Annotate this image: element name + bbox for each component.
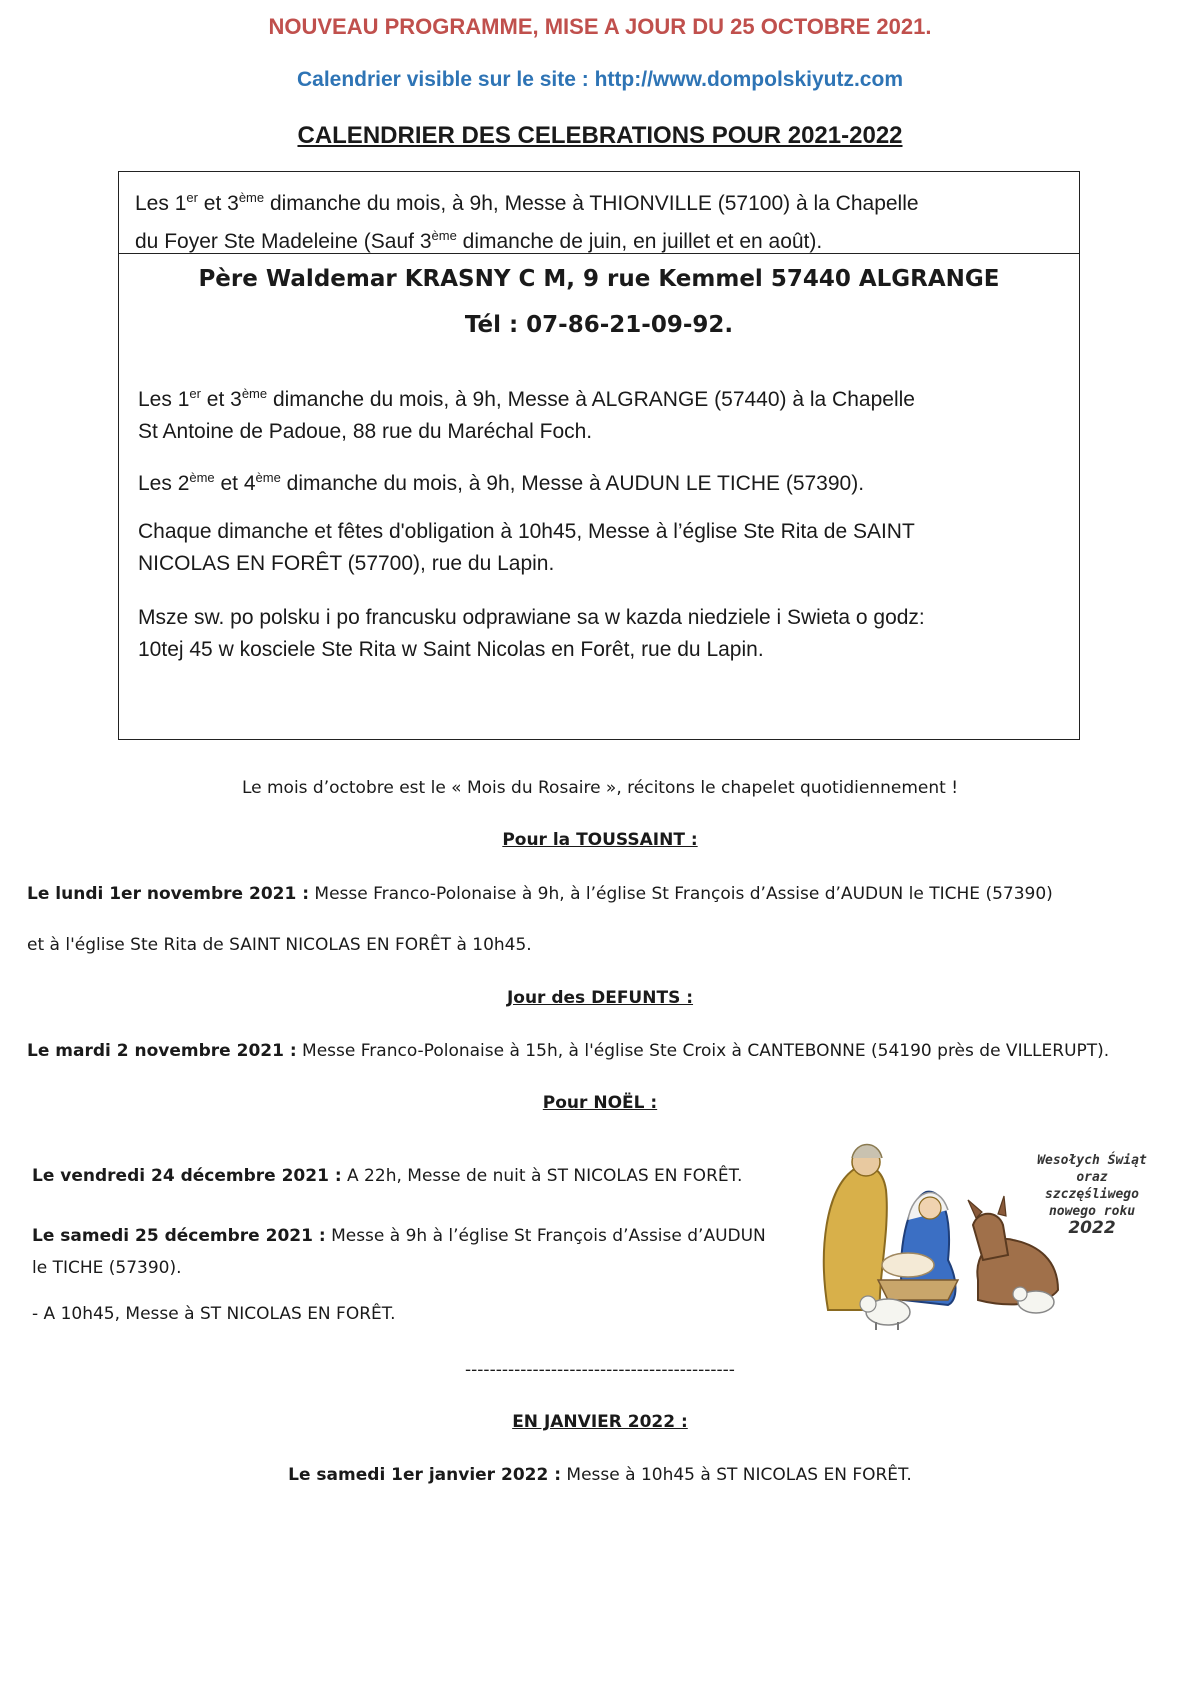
- thionville-line-1: Les 1er et 3ème dimanche du mois, à 9h, Messe à THIONVILLE (57100) à la Chapelle: [135, 190, 919, 215]
- polish-mass: Msze sw. po polsku i po francusku odprawiane sa w kazda niedziele i Swieta o godz: 10tej 45 w kosciele Ste Rita w Saint Nicolas en Forêt, rue du Lapin.: [138, 606, 925, 661]
- noel-extra-line: - A 10h45, Messe à ST NICOLAS EN FORÊT.: [32, 1304, 396, 1324]
- christmas-greeting: Wesołych Świąt oraz szczęśliwego nowego roku 2022: [1037, 1153, 1147, 1238]
- saint-nicolas-mass: Chaque dimanche et fêtes d'obligation à 10h45, Messe à l’église Ste Rita de SAINT NICOLAS EN FORÊT (57700), rue du Lapin.: [138, 520, 915, 575]
- algrange-mass: Les 1er et 3ème dimanche du mois, à 9h, Messe à ALGRANGE (57440) à la Chapelle St Antoine de Padoue, 88 rue du Maréchal Foch.: [138, 386, 915, 443]
- janvier-line: Le samedi 1er janvier 2022 : Messe à 10h45 à ST NICOLAS EN FORÊT.: [288, 1465, 912, 1485]
- noel-25-line: Le samedi 25 décembre 2021 : Messe à 9h à l’église St François d’Assise d’AUDUN le TICHE (57390).: [32, 1226, 766, 1278]
- page-title: CALENDRIER DES CELEBRATIONS POUR 2021-2022: [297, 122, 903, 149]
- defunts-line: Le mardi 2 novembre 2021 : Messe Franco-Polonaise à 15h, à l'église Ste Croix à CANTEBONNE (54190 près de VILLERUPT).: [27, 1041, 1110, 1061]
- thionville-box: [118, 171, 1080, 253]
- priest-phone: Tél : 07-86-21-09-92.: [464, 312, 734, 338]
- toussaint-heading: Pour la TOUSSAINT :: [502, 830, 698, 850]
- update-notice: NOUVEAU PROGRAMME, MISE A JOUR DU 25 OCTOBRE 2021.: [268, 14, 932, 39]
- audun-mass: Les 2ème et 4ème dimanche du mois, à 9h, Messe à AUDUN LE TICHE (57390).: [138, 470, 865, 495]
- noel-heading: Pour NOËL :: [542, 1093, 658, 1113]
- priest-name: Père Waldemar KRASNY C M, 9 rue Kemmel 57440 ALGRANGE: [198, 266, 1000, 292]
- site-notice: Calendrier visible sur le site : http://www.dompolskiyutz.com: [296, 68, 903, 91]
- thionville-line-2: du Foyer Ste Madeleine (Sauf 3ème dimanche de juin, en juillet et en août).: [135, 228, 823, 253]
- separator-line: --------------------------------------------: [465, 1360, 735, 1380]
- toussaint-line-2: et à l'église Ste Rita de SAINT NICOLAS EN FORÊT à 10h45.: [27, 935, 532, 955]
- toussaint-line-1: Le lundi 1er novembre 2021 : Messe Franco-Polonaise à 9h, à l’église St François d’Assise d’AUDUN le TICHE (57390): [27, 884, 1053, 904]
- rosary-note: Le mois d’octobre est le « Mois du Rosaire », récitons le chapelet quotidiennement !: [241, 778, 959, 798]
- noel-24-line: Le vendredi 24 décembre 2021 : A 22h, Messe de nuit à ST NICOLAS EN FORÊT.: [32, 1166, 743, 1186]
- defunts-heading: Jour des DEFUNTS :: [506, 988, 694, 1008]
- janvier-heading: EN JANVIER 2022 :: [512, 1412, 688, 1432]
- algrange-box: [118, 253, 1080, 740]
